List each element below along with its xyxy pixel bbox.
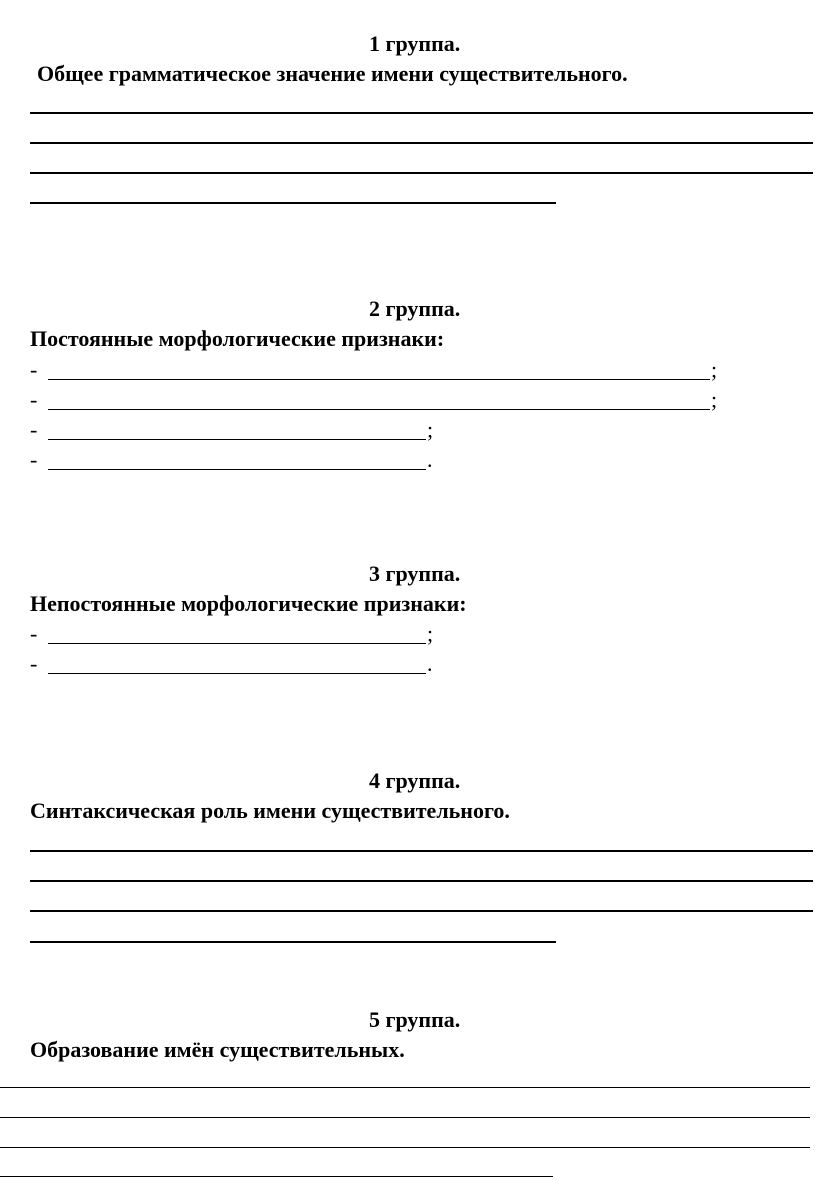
answer-line[interactable]	[30, 941, 556, 943]
answer-line[interactable]	[30, 112, 813, 114]
list-dash: -	[30, 387, 38, 412]
group-4-title: Синтаксическая роль имени существительного.	[30, 798, 510, 823]
answer-line[interactable]	[48, 409, 710, 410]
answer-line[interactable]	[30, 910, 813, 912]
group-3-title: Непостоянные морфологические признаки:	[30, 591, 467, 616]
group-2-title: Постоянные морфологические признаки:	[30, 326, 445, 351]
list-dash: -	[30, 417, 38, 442]
answer-line[interactable]	[0, 1147, 810, 1148]
list-end-punct: ;	[711, 357, 718, 382]
list-dash: -	[30, 621, 38, 646]
list-end-punct: ;	[711, 387, 718, 412]
list-end-punct: .	[427, 447, 433, 472]
group-2-heading: 2 группа.	[369, 296, 461, 321]
answer-line[interactable]	[0, 1176, 553, 1177]
answer-line[interactable]	[48, 673, 426, 674]
answer-line[interactable]	[48, 469, 426, 470]
list-end-punct: ;	[427, 417, 434, 442]
list-dash: -	[30, 651, 38, 676]
list-end-punct: ;	[427, 621, 434, 646]
group-3-heading: 3 группа.	[369, 561, 461, 586]
answer-line[interactable]	[0, 1087, 810, 1088]
answer-line[interactable]	[48, 439, 426, 440]
answer-line[interactable]	[48, 379, 710, 380]
list-dash: -	[30, 357, 38, 382]
group-1-heading: 1 группа.	[369, 31, 461, 56]
answer-line[interactable]	[30, 142, 813, 144]
group-5-heading: 5 группа.	[369, 1007, 461, 1032]
answer-line[interactable]	[30, 880, 813, 882]
answer-line[interactable]	[30, 172, 813, 174]
answer-line[interactable]	[48, 643, 426, 644]
answer-line[interactable]	[30, 202, 556, 204]
group-5-title: Образование имён существительных.	[30, 1037, 405, 1062]
list-end-punct: .	[427, 651, 433, 676]
answer-line[interactable]	[0, 1117, 810, 1118]
group-4-heading: 4 группа.	[369, 768, 461, 793]
list-dash: -	[30, 447, 38, 472]
answer-line[interactable]	[30, 850, 813, 852]
group-1-title: Общее грамматическое значение имени существительного.	[37, 61, 628, 86]
